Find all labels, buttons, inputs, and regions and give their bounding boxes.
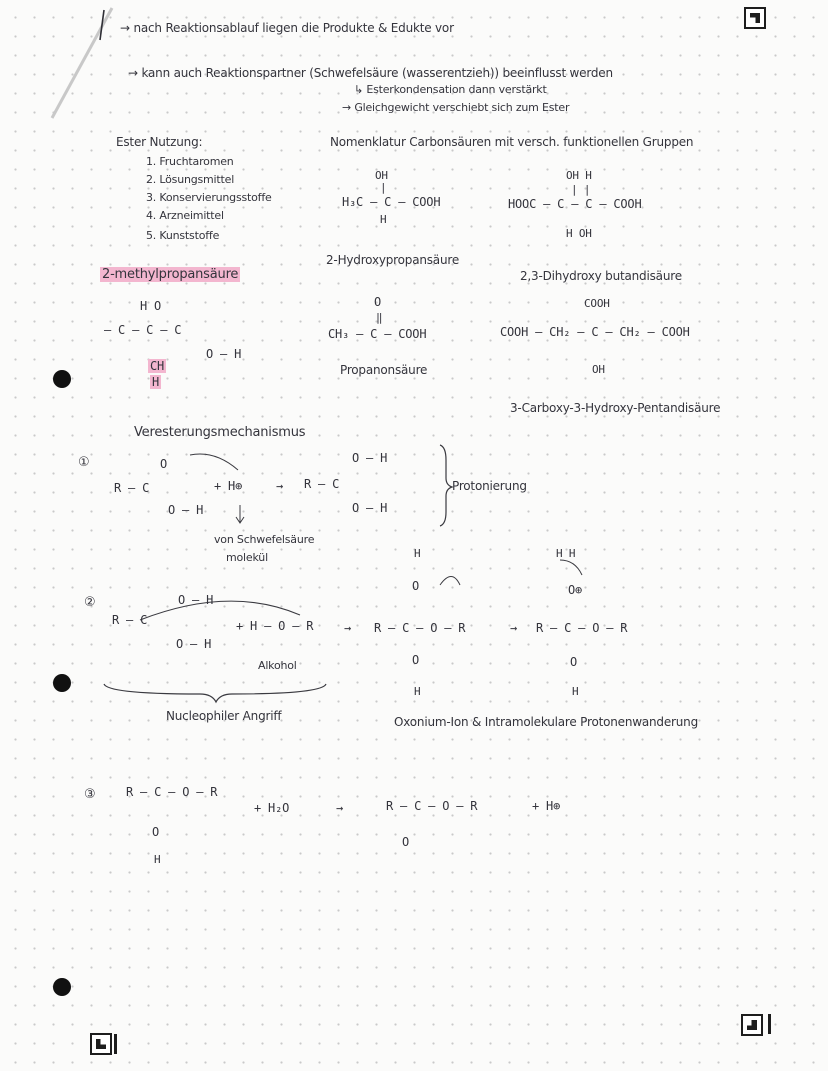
step-2-mid-top: H xyxy=(414,547,421,560)
oxo-top: O xyxy=(374,295,382,309)
intro-line-2: → kann auch Reaktionspartner (Schwefelsäure (wasserentzieh)) beeinflusst werden xyxy=(128,66,613,80)
oxo-name: Propanonsäure xyxy=(340,363,428,377)
methyl-oh: O — H xyxy=(206,347,242,361)
step-1-plus: + H⊕ xyxy=(214,479,243,493)
hydroxy-bottom: H xyxy=(380,213,387,226)
step-2-right-o: O⊕ xyxy=(568,583,583,597)
dihydroxy-bottom: H OH xyxy=(566,227,592,240)
hydroxy-bar: | xyxy=(380,181,387,194)
step-3-plus-h: + H⊕ xyxy=(532,799,561,813)
oxo-formula: CH₃ — C — COOH xyxy=(328,327,427,341)
mechanism-title: Veresterungsmechanismus xyxy=(134,425,306,440)
step-2-alcohol: Alkohol xyxy=(258,659,297,672)
hydroxy-formula: H₃C — C — COOH xyxy=(342,195,441,209)
carboxy-formula: COOH — CH₂ — C — CH₂ — COOH xyxy=(500,325,690,339)
hydroxy-top: OH xyxy=(375,169,388,182)
oxo-bond: ‖ xyxy=(376,311,383,324)
uses-item: 4. Arzneimittel xyxy=(146,209,224,222)
hydroxy-name: 2-Hydroxypropansäure xyxy=(326,253,460,267)
step-2-right-top: H H xyxy=(556,547,576,560)
step-1-product-top: O — H xyxy=(352,451,388,465)
methyl-formula: — C — C — C xyxy=(104,323,182,337)
step-1-arrow: → xyxy=(276,479,284,493)
step-1-label: Protonierung xyxy=(452,479,527,493)
step-3-number: ③ xyxy=(84,787,96,802)
methyl-ch3-text: CH xyxy=(150,359,165,373)
methyl-name xyxy=(100,268,240,283)
step-3-left-h: H xyxy=(154,853,161,866)
intro-line-3: ↳ Esterkondensation dann verstärkt xyxy=(354,83,547,96)
step-1-note-1: von Schwefelsäure xyxy=(214,533,315,546)
step-1-note-2: molekül xyxy=(226,551,268,564)
step-3-left-bottom: O xyxy=(152,825,160,839)
dihydroxy-top: OH H xyxy=(566,169,592,182)
dihydroxy-name: 2,3-Dihydroxy butandisäure xyxy=(520,269,682,283)
uses-item: 2. Lösungsmittel xyxy=(146,173,235,186)
methyl-top: H O xyxy=(140,299,162,313)
step-2-brace-label: Nucleophiler Angriff xyxy=(166,709,282,723)
uses-item: 1. Fruchtaromen xyxy=(146,155,234,168)
step-2-caption: Oxonium-Ion & Intramolekulare Protonenwanderung xyxy=(394,715,698,729)
step-3-arrow: → xyxy=(336,801,344,815)
step-1-reactant-main: R — C xyxy=(114,481,150,495)
intro-line-4: → Gleichgewicht verschiebt sich zum Ester xyxy=(342,101,570,114)
step-2-number: ② xyxy=(84,595,96,610)
methyl-name-text: 2-methylpropansäure xyxy=(102,267,239,282)
uses-item: 5. Kunststoffe xyxy=(146,229,220,242)
methyl-h-text: H xyxy=(152,375,160,389)
step-2-mid-h: H xyxy=(414,685,421,698)
step-3-left-main: R — C — O — R xyxy=(126,785,218,799)
uses-title: Ester Nutzung: xyxy=(116,135,203,149)
step-2-arrow: → xyxy=(344,621,352,635)
methyl-h xyxy=(150,376,161,390)
dihydroxy-formula: HOOC — C — C — COOH xyxy=(508,197,642,211)
step-2-reagent: + H — O — R xyxy=(236,619,314,633)
carboxy-name: 3-Carboxy-3-Hydroxy-Pentandisäure xyxy=(510,401,721,415)
step-1-reactant-top: O xyxy=(160,457,168,471)
carboxy-top: COOH xyxy=(584,297,610,310)
step-2-left-main: R — C xyxy=(112,613,148,627)
step-2-left-top: O — H xyxy=(178,593,214,607)
dihydroxy-bars: | | xyxy=(571,183,591,196)
step-2-arrow-2: → xyxy=(510,621,518,635)
step-2-right-bottom: O xyxy=(570,655,578,669)
step-1-reactant-bottom: O — H xyxy=(168,503,204,517)
step-2-mid-o: O xyxy=(412,579,420,593)
step-1-product-main: R — C xyxy=(304,477,340,491)
step-1-product-bottom: O — H xyxy=(352,501,388,515)
nomenclature-title: Nomenklatur Carbonsäuren mit versch. funktionellen Gruppen xyxy=(330,135,694,149)
step-3-product-bottom: O xyxy=(402,835,410,849)
methyl-ch3 xyxy=(148,360,166,374)
step-3-product-main: R — C — O — R xyxy=(386,799,478,813)
step-2-right-h: H xyxy=(572,685,579,698)
step-2-right-main: R — C — O — R xyxy=(536,621,628,635)
step-2-mid-bottom: O xyxy=(412,653,420,667)
step-3-plus: + H₂O xyxy=(254,801,290,815)
step-2-left-bottom: O — H xyxy=(176,637,212,651)
uses-item: 3. Konservierungsstoffe xyxy=(146,191,272,204)
intro-line-1: → nach Reaktionsablauf liegen die Produkte & Edukte vor xyxy=(120,21,454,35)
carboxy-bottom: OH xyxy=(592,363,605,376)
step-1-number: ① xyxy=(78,455,90,470)
step-2-mid-main: R — C — O — R xyxy=(374,621,466,635)
